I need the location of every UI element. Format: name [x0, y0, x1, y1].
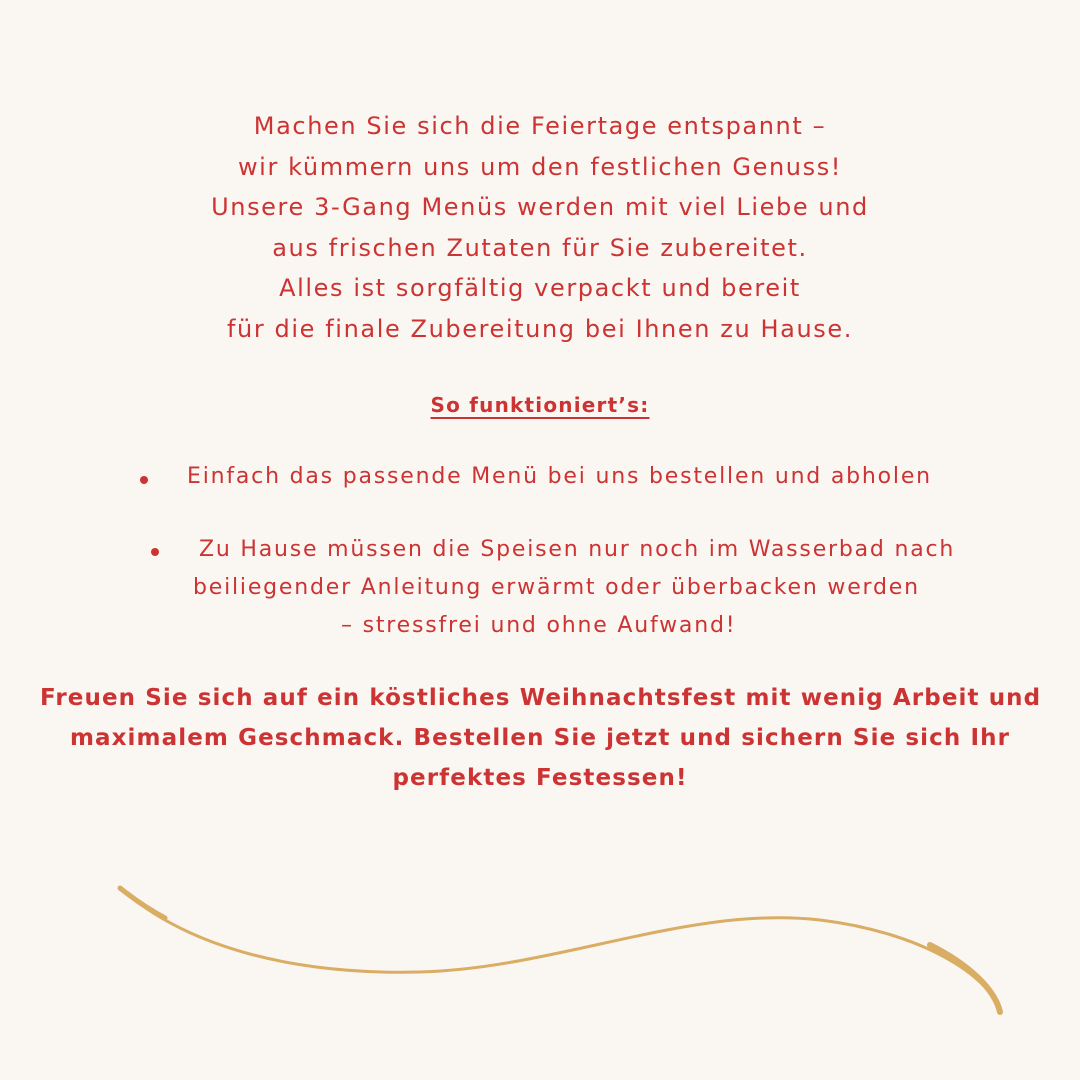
- howto-step-2-continuation: – stressfrei und ohne Aufwand!: [341, 613, 737, 638]
- intro-line: Unsere 3-Gang Menüs werden mit viel Liebe und: [211, 193, 869, 221]
- closing-line: Freuen Sie sich auf ein köstliches Weihnachtsfest mit wenig Arbeit und: [40, 685, 1042, 711]
- closing-line: perfektes Festessen!: [392, 765, 688, 791]
- intro-line: aus frischen Zutaten für Sie zubereitet.: [272, 233, 808, 262]
- howto-step-1: Einfach das passende Menü bei uns bestellen und abholen: [187, 464, 932, 489]
- intro-line: Machen Sie sich die Feiertage entspannt –: [253, 112, 827, 140]
- closing-line: maximalem Geschmack. Bestellen Sie jetzt und sichern Sie sich Ihr: [69, 725, 1011, 751]
- howto-heading: So funktioniert’s:: [430, 393, 650, 417]
- intro-line: wir kümmern uns um den festlichen Genuss!: [237, 152, 843, 181]
- intro-line: für die finale Zubereitung bei Ihnen zu Hause.: [227, 314, 853, 343]
- intro-line: Alles ist sorgfältig verpackt und bereit: [279, 274, 801, 302]
- howto-step-2-continuation: beiliegender Anleitung erwärmt oder überbacken werden: [193, 575, 920, 600]
- howto-step-2: Zu Hause müssen die Speisen nur noch im Wasserbad nach: [199, 537, 956, 562]
